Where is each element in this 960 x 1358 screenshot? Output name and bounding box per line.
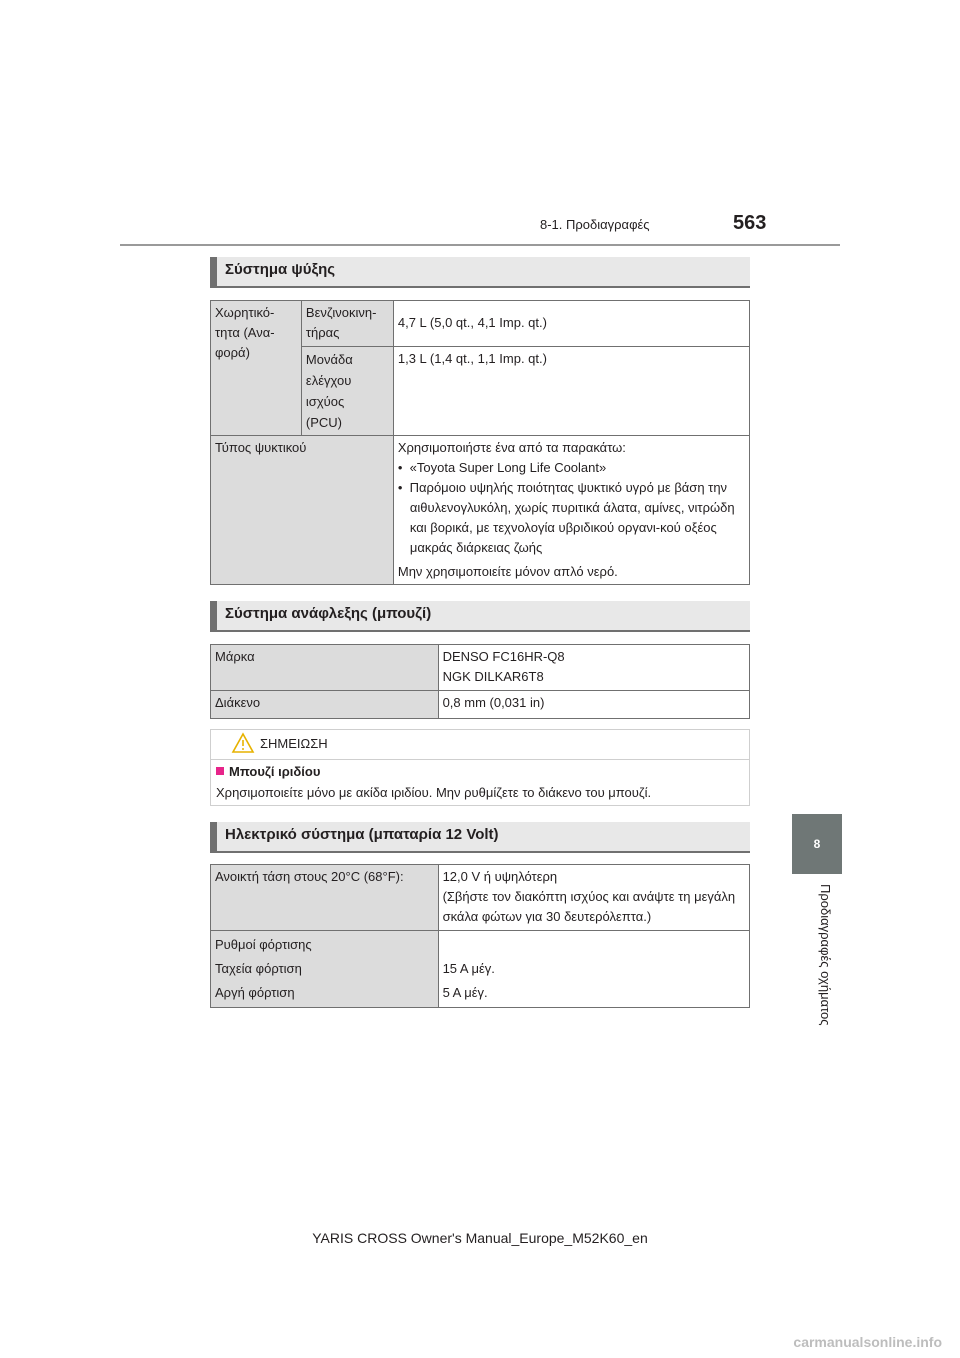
header-rule <box>120 244 840 246</box>
voltage-value: 12,0 V ή υψηλότερη (Σβήστε τον διακόπτη ισχύος και ανάψτε τη μεγάλη σκάλα φώτων για 30 δευτερόλεπτα.) <box>438 865 749 931</box>
gap-label: Διάκενο <box>211 691 439 719</box>
cooling-section-title: Σύστημα ψύξης <box>210 257 750 288</box>
capacity-label: Χωρητικό- τητα (Ανα- φορά) <box>211 301 302 436</box>
electrical-table <box>210 864 750 1008</box>
ignition-section-title: Σύστημα ανάφλεξης (μπουζί) <box>210 601 750 632</box>
coolant-type-value <box>393 436 749 585</box>
voltage-label: Ανοικτή τάση στους 20°C (68°F): <box>211 865 439 931</box>
coolant-bullet: • «Toyota Super Long Life Coolant» <box>397 460 607 475</box>
brand-label: Μάρκα <box>211 645 439 691</box>
charge-rates-label: Ρυθμοί φόρτισης Ταχεία φόρτιση Αργή φόρτιση <box>211 931 439 1008</box>
ignition-table <box>210 644 750 719</box>
pink-square-icon <box>216 767 224 775</box>
brand-value: DENSO FC16HR-Q8 NGK DILKAR6T8 <box>438 645 749 691</box>
warning-triangle-icon <box>231 732 255 754</box>
notice-text: Χρησιμοποιείτε μόνο με ακίδα ιριδίου. Μην ρυθμίζετε το διάκενο του μπουζί. <box>216 785 652 800</box>
electrical-section-title: Ηλεκτρικό σύστημα (μπαταρία 12 Volt) <box>210 822 750 853</box>
watermark: carmanualsonline.info <box>793 1334 942 1350</box>
footer-text: YARIS CROSS Owner's Manual_Europe_M52K60_en <box>312 1230 648 1246</box>
gap-value: 0,8 mm (0,031 in) <box>438 691 749 719</box>
notice-subtitle: Μπουζί ιριδίου <box>216 764 320 779</box>
header-section: 8-1. Προδιαγραφές <box>540 217 650 232</box>
coolant-type-intro: Χρησιμοποιήστε ένα από τα παρακάτω: <box>397 440 626 455</box>
engine-label: Βενζινοκινη- τήρας <box>301 301 393 347</box>
pcu-value: 1,3 L (1,4 qt., 1,1 Imp. qt.) <box>393 347 749 436</box>
page-number: 563 <box>733 212 767 234</box>
coolant-bullet: • Παρόμοιο υψηλής ποιότητας ψυκτικό υγρό με βάση την αιθυλενογλυκόλη, χωρίς πυριτικά άλατα, αμίνες, νιτρώδη και βορικά, με τεχνολογία υβριδικού οργανι-κού οξέος μακράς διάρκειας ζωής <box>397 480 735 555</box>
coolant-type-label: Τύπος ψυκτικού <box>211 436 394 585</box>
engine-value: 4,7 L (5,0 qt., 4,1 Imp. qt.) <box>393 301 749 347</box>
coolant-type-note: Μην χρησιμοποιείτε μόνον απλό νερό. <box>397 564 618 579</box>
chapter-title: Προδιαγραφές οχήματος <box>818 884 833 1026</box>
notice-title: ΣΗΜΕΙΩΣΗ <box>260 736 328 751</box>
chapter-tab: 8 <box>792 814 842 874</box>
charge-rates-value: 15 A μέγ. 5 A μέγ. <box>438 931 749 1008</box>
cooling-table <box>210 300 750 585</box>
pcu-label: Μονάδα ελέγχου ισχύος (PCU) <box>301 347 393 436</box>
notice-box <box>210 729 750 806</box>
